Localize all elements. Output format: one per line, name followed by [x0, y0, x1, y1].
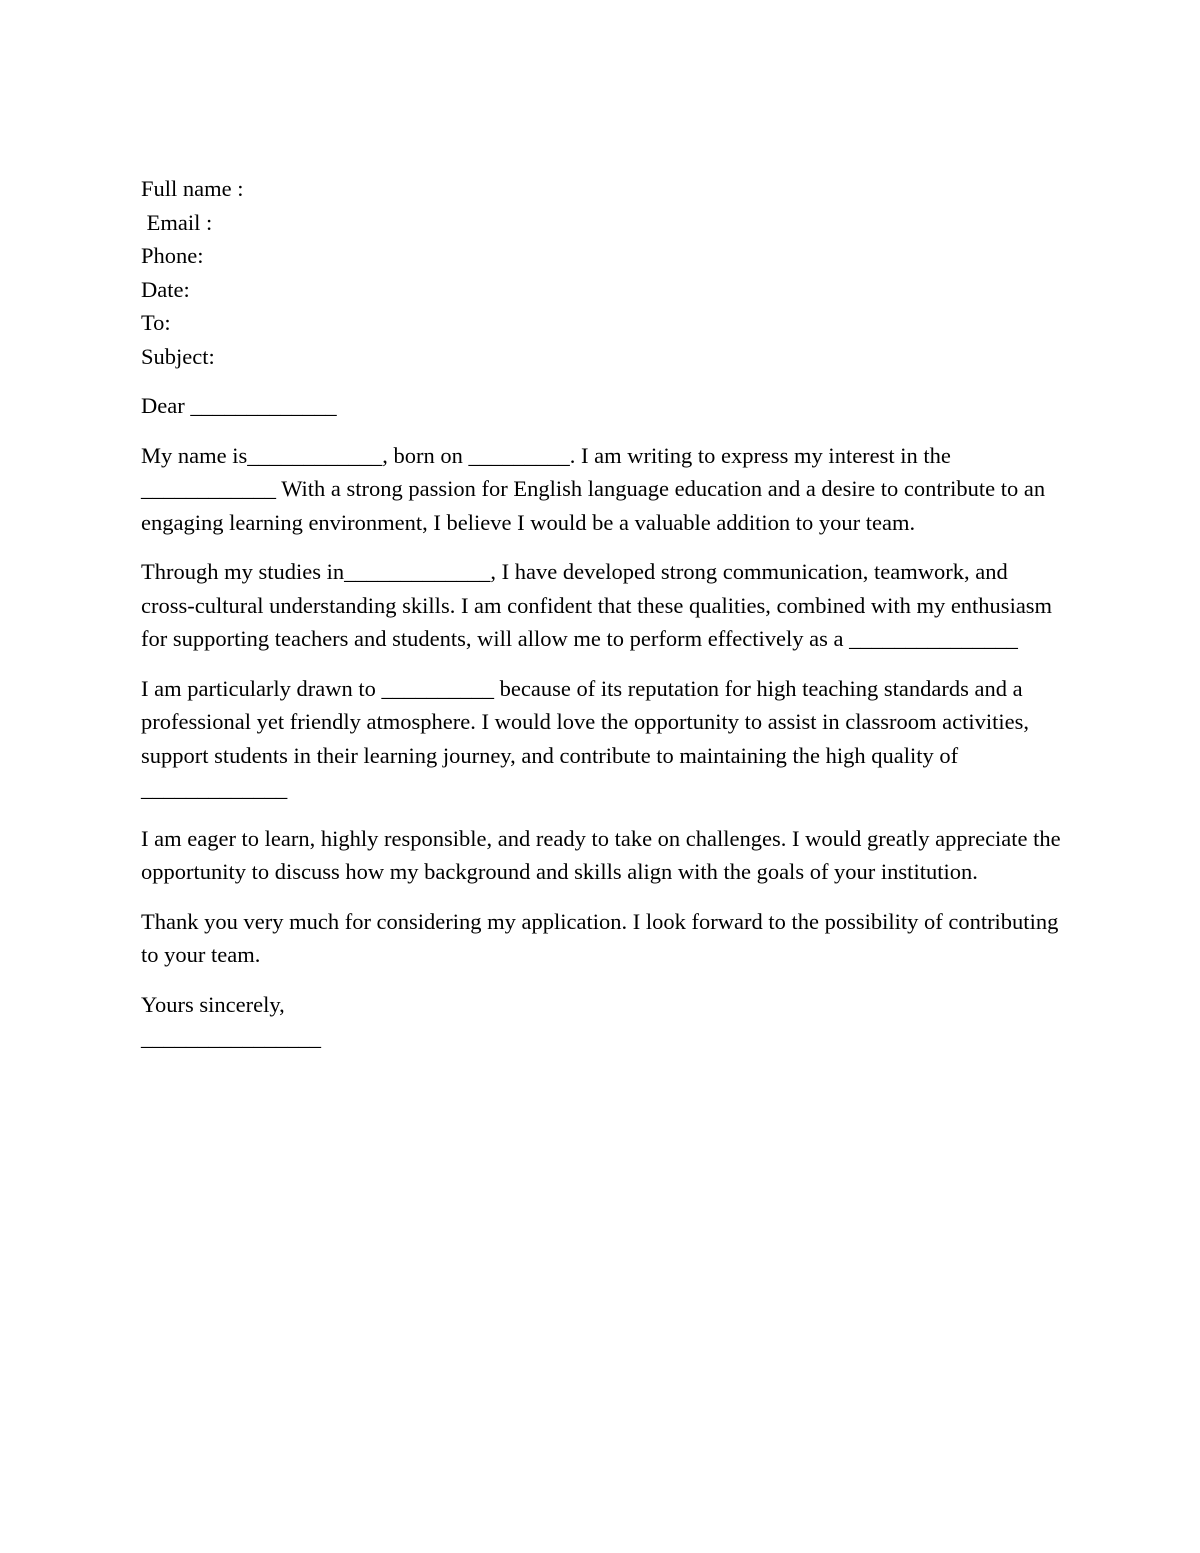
paragraph-motivation: I am particularly drawn to __________ because of its reputation for high teaching standards and a professional yet friendly atmosphere. I would love the opportunity to assist in classroom activities, support students in their learning journey, and contribute to maintaining the high quality of _____________	[141, 675, 1029, 801]
salutation: Dear _____________	[141, 393, 337, 418]
paragraph-thanks: Thank you very much for considering my application. I look forward to the possibility of contributing to your team.	[141, 908, 1059, 967]
to-label: To:	[141, 310, 171, 335]
signature-line: ________________	[141, 1025, 321, 1050]
closing: Yours sincerely,	[141, 991, 285, 1017]
paragraph-introduction: My name is____________, born on _________. I am writing to express my interest in the ____________ With a strong passion for English language education and a desire to contribute to an engaging learning environment, I believe I would be a valuable addition to your team.	[141, 442, 1046, 535]
cover-letter	[141, 172, 1066, 1055]
paragraph-qualities: I am eager to learn, highly responsible, and ready to take on challenges. I would greatly appreciate the opportunity to discuss how my background and skills align with the goals of your institution.	[141, 825, 1061, 884]
paragraph-studies: Through my studies in_____________, I have developed strong communication, teamwork, and cross-cultural understanding skills. I am confident that these qualities, combined with my enthusiasm for supporting teachers and students, will allow me to perform effectively as a _______________	[141, 559, 1053, 651]
subject-label: Subject:	[141, 343, 215, 369]
full-name-label: Full name :	[141, 176, 244, 201]
date-label: Date:	[141, 276, 190, 302]
letter-header	[141, 172, 1066, 373]
phone-label: Phone:	[141, 243, 204, 268]
email-label: Email :	[141, 209, 213, 235]
